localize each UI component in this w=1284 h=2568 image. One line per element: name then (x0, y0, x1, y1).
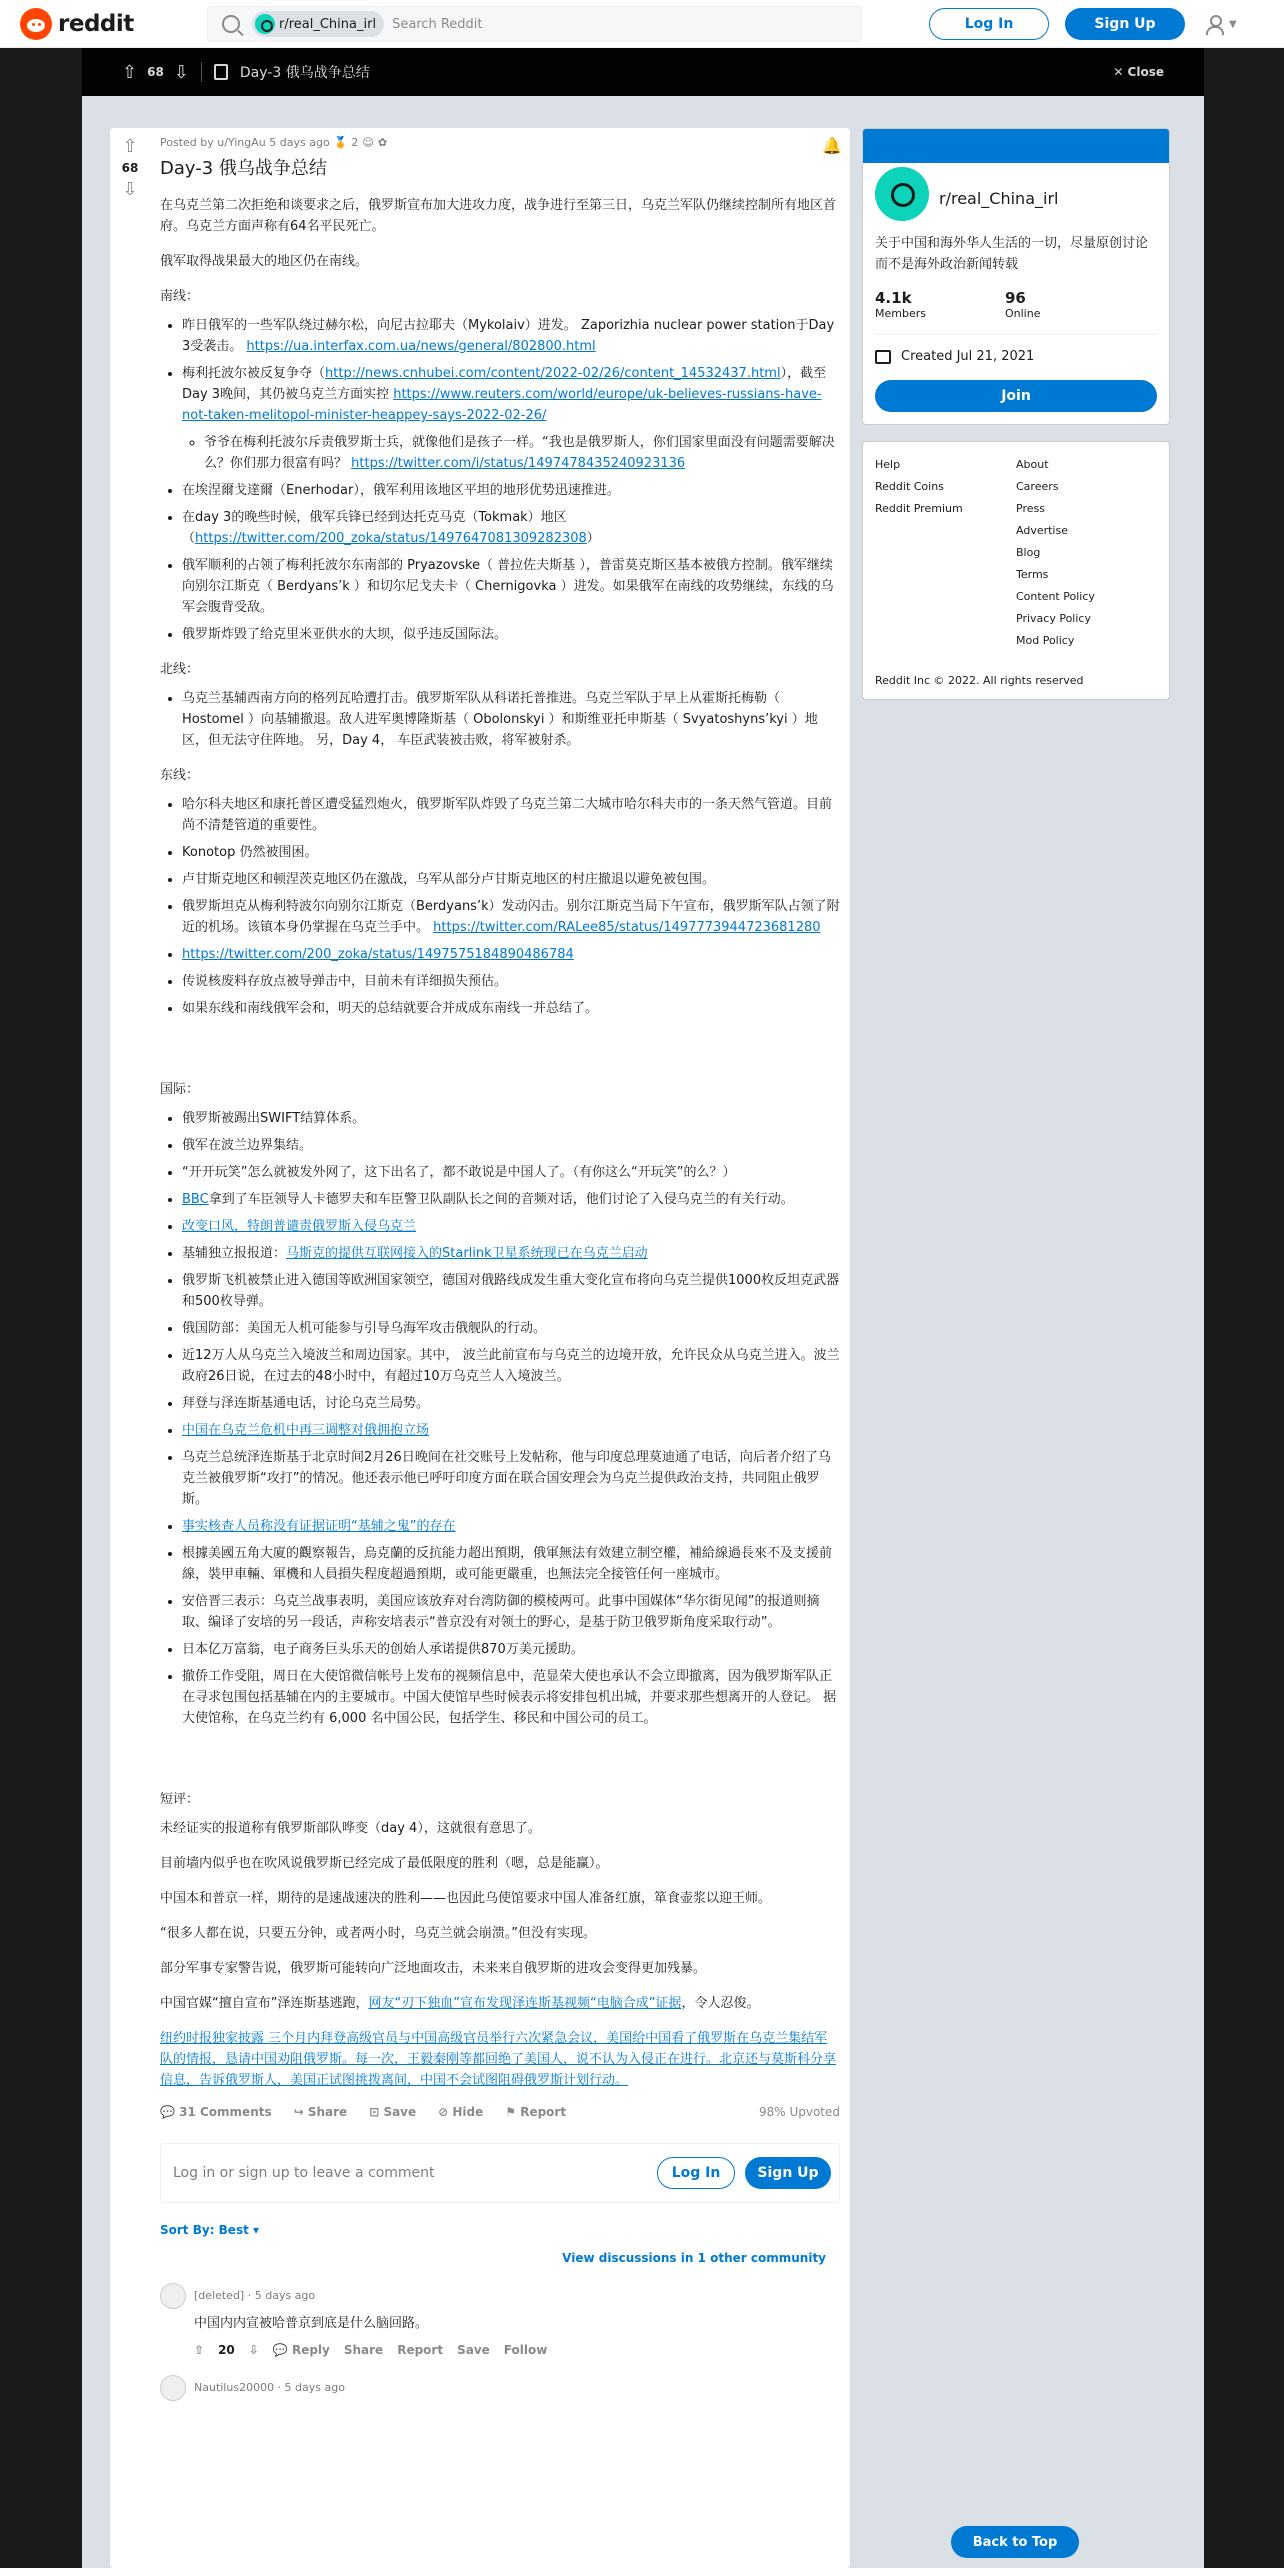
search-community-chip[interactable] (252, 11, 384, 37)
north-list (182, 688, 840, 751)
list-item: • BBC拿到了车臣领导人卡德罗夫和车臣警卫队副队长之间的音频对话，他们讨论了入侵乌克兰的有关行动。 (182, 1189, 840, 1210)
created-date: Created Jul 21, 2021 (875, 349, 1157, 364)
list-item: • 俄罗斯飞机被禁止进入德国等欧洲国家领空，德国对俄路线成发生重大变化宣布将向乌克兰提供1000枚反坦克武器和500枚导弹。 (182, 1270, 840, 1312)
downvote-arrow-icon[interactable]: ⇩ (248, 2343, 259, 2357)
snoo-icon (20, 8, 52, 40)
award3-icon: ✿ (377, 136, 388, 149)
south-heading: 南线： (160, 289, 200, 304)
view-discussions-link[interactable]: View discussions in 1 other community (562, 2251, 826, 2265)
search-input[interactable]: Search Reddit (392, 16, 483, 32)
hide-button[interactable]: ⊘ Hide (438, 2105, 484, 2119)
source-link[interactable]: http://news.cnhubei.com/content/2022-02/26/content_14532437.html (325, 366, 781, 381)
comments-button[interactable]: 💬 31 Comments (160, 2105, 272, 2119)
spacer (160, 1743, 840, 1789)
signup-button[interactable]: Sign Up (1065, 8, 1185, 40)
review-heading: 短评： (160, 1792, 200, 1807)
user-icon (1205, 14, 1225, 34)
list-item: • 安倍晋三表示：乌克兰战事表明，美国应该放弃对台湾防御的模棱两可。此事中国媒体“华尔街见闻”的报道则摘取、编译了安培的另一段话，声称安培表示“普京没有对领土的野心，是基于防卫俄罗斯角度采取行动”。 (182, 1591, 840, 1633)
list-item: • Konotop 仍然被围困。 (182, 842, 840, 863)
source-link[interactable]: https://twitter.com/200_zoka/status/1497575184890486784 (182, 947, 574, 962)
avatar (160, 2375, 186, 2401)
community-icon (255, 14, 275, 34)
report-button[interactable]: Report (397, 2343, 444, 2357)
search-icon (222, 15, 240, 33)
source-link[interactable]: 改变口风，特朗普谴责俄罗斯入侵乌克兰 (182, 1219, 417, 1234)
list-item: • 乌克兰总统泽连斯基于北京时间2月26日晚间在社交账号上发帖称，他与印度总理莫迪通了电话，向后者介绍了乌克兰被俄罗斯“攻打”的情况。他还表示他已呼吁印度方面在联合国安理会为乌克兰提供政治支持，共同阻止俄罗斯。 (182, 1447, 840, 1510)
save-button[interactable]: ⊡ Save (369, 2105, 417, 2119)
footer-link[interactable]: Mod Policy (1016, 634, 1075, 647)
list-item: • 乌克兰基辅西南方向的格列瓦哈遭打击。俄罗斯军队从科诺托普推进。乌克兰军队于早上从霍斯托梅勒（ Hostomel ）向基辅撤退。敌人进军奥博隆斯基（ Obolonskyi ）和斯维亚托申斯基（ Svyatoshyns’kyi ）地区，但无法守住阵地。 另，Day 4， 车臣武装被击败，将军被射杀。 (182, 688, 840, 751)
source-link[interactable]: 事实核查人员称没有证据证明“基辅之鬼”的存在 (182, 1519, 456, 1534)
list-item: • 拜登与泽连斯基通电话，讨论乌克兰局势。 (182, 1393, 840, 1414)
comment-author[interactable]: [deleted] (194, 2289, 245, 2302)
list-item: • 哈尔科夫地区和康托普区遭受猛烈炮火，俄罗斯军队炸毁了乌克兰第二大城市哈尔科夫市的一条天然气管道。目前尚不清楚管道的重要性。 (182, 794, 840, 836)
list-item: • 卢甘斯克地区和顿涅茨克地区仍在激战，乌军从部分卢甘斯克地区的村庄撤退以避免被包围。 (182, 869, 840, 890)
sort-dropdown[interactable]: Sort By: Best ▾ (160, 2223, 260, 2237)
logo-text: reddit (58, 10, 134, 37)
review-paragraph: 中国本和普京一样，期待的是速战速决的胜利——也因此乌使馆要求中国人准备红旗，箪食壶浆以迎王师。 (160, 1891, 772, 1906)
spacer (160, 1033, 840, 1079)
east-list (182, 794, 840, 1019)
bar-score: 68 (147, 65, 164, 79)
members-label: Members (875, 307, 926, 320)
list-item: • 基辅独立报报道：马斯克的提供互联网接入的Starlink卫星系统现已在乌克兰启动 (182, 1243, 840, 1264)
bell-icon[interactable]: 🔔 (822, 136, 842, 155)
list-item: • 在day 3的晚些时候，俄军兵锋已经到达托克马克（Tokmak）地区（https://twitter.com/200_zoka/status/1497647081309282308） (182, 507, 840, 549)
source-link[interactable]: 马斯克的提供互联网接入的Starlink卫星系统现已在乌克兰启动 (286, 1246, 648, 1261)
divider (875, 334, 1157, 335)
upvote-arrow-icon[interactable]: ⇧ (194, 2343, 205, 2357)
upvote-arrow-icon[interactable]: ⇧ (122, 61, 138, 83)
copyright: Reddit Inc © 2022. All rights reserved (875, 674, 1084, 687)
community-icon (875, 167, 929, 221)
source-link[interactable]: https://www.reuters.com/world/europe/uk-believes-russians-have-not-taken-melitopol-minister-heappey-says-2022-02-26/ (182, 387, 822, 423)
search-bar[interactable] (207, 6, 862, 42)
sub-list-item: ◦ 爷爷在梅利托波尔斥责俄罗斯士兵，就像他们是孩子一样。“我也是俄罗斯人，你们国家里面没有问题需要解决么？你们那力很富有吗？ https://twitter.com/i/status/1497478435240923136 (204, 432, 840, 474)
award2-icon: ☺ (362, 136, 374, 149)
footer-link[interactable]: Terms (1016, 568, 1049, 581)
post-overlay-bar (82, 48, 1204, 96)
award-icon: 🏅 (333, 136, 348, 149)
review-paragraph: 目前墙内似乎也在吹风说俄罗斯已经完成了最低限度的胜利（嗯，总是能赢）。 (160, 1856, 609, 1871)
source-link[interactable]: BBC (182, 1192, 209, 1207)
footer-link[interactable]: Reddit Coins (875, 480, 944, 493)
list-item (182, 1420, 840, 1441)
source-link[interactable]: https://ua.interfax.com.ua/news/general/802800.html (246, 339, 596, 354)
reddit-logo[interactable] (20, 8, 200, 40)
review-paragraph: 中国官媒“擅自宣布”泽连斯基逃跑，网友“刃下独血”宣布发现泽连斯基视频“电脑合成”证据，令人忍俊。 (160, 1996, 760, 2011)
list-item: • 昨日俄军的一些军队绕过赫尔松，向尼古拉耶夫（Mykolaiv）进发。 Zaporizhia nuclear power station于Day 3受袭击。 https://ua.interfax.com.ua/news/general/802800.html (182, 315, 840, 357)
source-link[interactable]: https://twitter.com/i/status/1497478435240923136 (351, 456, 686, 471)
comment-meta: [deleted] · 5 days ago (194, 2289, 316, 2302)
list-item: • 俄军在波兰边界集结。 (182, 1135, 840, 1156)
sidebar (862, 128, 1170, 700)
footer-link[interactable]: Careers (1016, 480, 1059, 493)
save-button[interactable]: Save (457, 2343, 490, 2357)
community-stats (875, 289, 1157, 320)
community-name[interactable]: r/real_China_irl (939, 188, 1059, 208)
comment-login-button[interactable]: Log In (657, 2157, 735, 2189)
online-label: Online (1005, 307, 1041, 320)
review-paragraph (160, 2028, 840, 2091)
follow-button[interactable]: Follow (503, 2343, 548, 2357)
login-prompt: Log in or sign up to leave a comment (173, 2165, 435, 2181)
source-link[interactable]: 纽约时报独家披露 三个月内拜登高级官员与中国高级官员举行六次紧急会议，美国给中国看了俄罗斯在乌克兰集结军队的情报，恳请中国劝阻俄罗斯。每一次，王毅秦刚等都回绝了美国人，说不认为入侵正在进行。北京还与莫斯科分享信息，告诉俄罗斯人，美国正试图挑拨离间，中国不会试图阻碍俄罗斯计划行动。 (160, 2031, 837, 2088)
footer-link[interactable]: Blog (1016, 546, 1041, 559)
posted-by[interactable]: Posted by u/YingAu 5 days ago (160, 136, 330, 149)
share-button[interactable]: ↪ Share (293, 2105, 348, 2119)
review-paragraph: “很多人都在说，只要五分钟，或者两小时，乌克兰就会崩溃。”但没有实现。 (160, 1926, 596, 1941)
footer-link[interactable]: Privacy Policy (1016, 612, 1091, 625)
overlay-right (1204, 48, 1284, 2568)
join-button[interactable]: Join (875, 380, 1157, 412)
list-item: • 俄罗斯坦克从梅利特波尔向别尔江斯克（Berdyans’k）发动闪击。别尔江斯克当局下午宣布，俄罗斯军队占领了附近的机场。该镇本身仍掌握在乌克兰手中。 https://twitter.com/RALee85/status/1497773944723681280 (182, 896, 840, 938)
list-item: • 近12万人从乌克兰入境波兰和周边国家。其中， 波兰此前宣布与乌克兰的边境开放，允许民众从乌克兰进入。波兰政府26日说，在过去的48小时中，有超过10万乌克兰人入境波兰。 (182, 1345, 840, 1387)
north-heading: 北线： (160, 662, 200, 677)
intl-list (182, 1108, 840, 1729)
user-menu[interactable] (1205, 12, 1245, 36)
cake-icon (875, 350, 891, 364)
list-item: • 日本亿万富翁，电子商务巨头乐天的创始人承诺提供870万美元援助。 (182, 1639, 840, 1660)
list-item (182, 944, 840, 965)
footer-col-1 (875, 454, 1016, 652)
top-navigation (0, 0, 1284, 48)
footer-link[interactable]: Reddit Premium (875, 502, 963, 515)
footer-col-2 (1016, 454, 1157, 652)
footer-link[interactable]: Help (875, 458, 901, 471)
divider (201, 62, 202, 82)
list-item: • 俄国防部：美国无人机可能参与引导乌海军攻击俄舰队的行动。 (182, 1318, 840, 1339)
bar-title: Day-3 俄乌战争总结 (239, 65, 370, 81)
footer-link[interactable]: Advertise (1016, 524, 1068, 537)
east-heading: 东线： (160, 768, 200, 783)
review-paragraph: 未经证实的报道称有俄罗斯部队哗变（day 4），这就很有意思了。 (160, 1821, 541, 1836)
intl-heading: 国际： (160, 1082, 200, 1097)
comment (160, 2283, 840, 2357)
close-button[interactable]: ✕ Close (1113, 65, 1164, 79)
source-link[interactable]: 网友“刃下独血”宣布发现泽连斯基视频“电脑合成”证据 (368, 1996, 682, 2011)
comment-meta: Nautilus20000 · 5 days ago (194, 2381, 345, 2394)
post-text-icon (214, 64, 228, 80)
post-score: 68 (121, 161, 139, 175)
list-item: • 俄军顺利的占领了梅利托波尔东南部的 Pryazovske（ 普拉佐夫斯基 ），普雷莫克斯区基本被俄方控制。俄军继续向别尔江斯克（ Berdyans’k ）和切尔尼戈夫卡（ Chernigovka ）进发。如果俄军在南线的攻势继续，东线的乌军会腹背受敌。 (182, 555, 840, 618)
source-link[interactable]: 中国在乌克兰危机中再三调整对俄拥抱立场 (182, 1423, 430, 1438)
share-button[interactable]: Share (343, 2343, 384, 2357)
upvote-arrow-icon[interactable]: ⇧ (122, 136, 138, 157)
post-card (110, 128, 850, 2568)
review-paragraph: 部分军事专家警告说，俄罗斯可能转向广泛地面攻击，未来来自俄罗斯的进攻会变得更加残暴。 (160, 1961, 707, 1976)
footer-card (862, 441, 1170, 700)
list-item: • 俄罗斯炸毁了给克里米亚供水的大坝，似乎违反国际法。 (182, 624, 840, 645)
list-item: • 撤侨工作受阻，周日在大使馆微信帐号上发布的视频信息中，范显荣大使也承认不会立即撤离，因为俄罗斯军队正在寻求包围包括基辅在内的主要城市。中国大使馆早些时候表示将安排包机出城，并要求那些想离开的人登记。 据大使馆称，在乌克兰约有 6,000 名中国公民，包括学生、移民和中国公司的员工。 (182, 1666, 840, 1729)
upvote-percentage: 98% Upvoted (758, 2105, 840, 2119)
list-item: • 俄罗斯被踢出SWIFT结算体系。 (182, 1108, 840, 1129)
downvote-arrow-icon[interactable]: ⇩ (122, 179, 138, 200)
members-count: 4.1k (875, 289, 912, 307)
footer-link[interactable]: Press (1016, 502, 1045, 515)
list-item: • 在埃涅爾戈達爾（Enerhodar），俄军利用该地区平坦的地形优势迅速推进。 (182, 480, 840, 501)
close-label: Close (1127, 65, 1164, 79)
post-body (160, 136, 840, 2394)
overlay-left (0, 48, 82, 2568)
intro2-paragraph: 俄军取得战果最大的地区仍在南线。 (160, 254, 369, 269)
sub-list (204, 432, 840, 474)
post-meta (160, 136, 840, 149)
award-count: 2 (351, 136, 359, 149)
chevron-down-icon: ▼ (1229, 18, 1237, 30)
list-item: • “开开玩笑”怎么就被发外网了，这下出名了，都不敢说是中国人了。（有你这么“开玩笑”的么？） (182, 1162, 840, 1183)
list-item (182, 1516, 840, 1537)
list-item: • 梅利托波尔被反复争夺（http://news.cnhubei.com/content/2022-02/26/content_14532437.html），截至Day 3晚间，其仍被乌克兰方面实控 https://www.reuters.com/world/europe/uk-believes-russians-have-not-taken-melitopol-minister-heappey-says-2022-02-26/ ◦ 爷爷在梅利托波尔斥责俄罗斯士兵，就像他们是孩子一样。“我也是俄罗斯人，你们国家里面没有问题需要解决么？你们那力很富有吗？ https://twitter.com/i/status/1497478435240923136 (182, 363, 840, 474)
south-list (182, 315, 840, 645)
reply-button[interactable]: 💬 Reply (272, 2343, 330, 2357)
post-actions (160, 2105, 840, 2119)
community-description: 关于中国和海外华人生活的一切，尽量原创讨论而不是海外政治新闻转载 (875, 236, 1149, 272)
comment-score: 20 (218, 2343, 235, 2357)
back-to-top-button[interactable]: Back to Top (951, 2526, 1079, 2558)
community-banner (863, 129, 1169, 163)
community-card (862, 128, 1170, 425)
list-item: • 如果东线和南线俄军会和，明天的总结就要合并成成东南线一并总结了。 (182, 998, 840, 1019)
source-link[interactable]: https://twitter.com/RALee85/status/1497773944723681280 (433, 920, 821, 935)
post-title: Day-3 俄乌战争总结 (160, 158, 327, 179)
avatar (160, 2283, 186, 2309)
vote-column (110, 128, 150, 200)
login-button[interactable]: Log In (929, 8, 1049, 40)
online-count: 96 (1005, 289, 1026, 307)
source-link[interactable]: https://twitter.com/200_zoka/status/1497647081309282308 (195, 531, 587, 546)
intro-paragraph: 在乌克兰第二次拒绝和谈要求之后，俄罗斯宣布加大进攻力度，战争进行至第三日，乌克兰军队仍继续控制所有地区首府。乌克兰方面声称有64名平民死亡。 (160, 198, 837, 234)
comment-author[interactable]: Nautilus20000 (194, 2381, 275, 2394)
footer-link[interactable]: Content Policy (1016, 590, 1095, 603)
footer-link[interactable]: About (1016, 458, 1049, 471)
search-chip-label: r/real_China_irl (279, 16, 377, 32)
comment (160, 2375, 840, 2394)
comment-signup-button[interactable]: Sign Up (745, 2157, 831, 2189)
downvote-arrow-icon[interactable]: ⇩ (173, 61, 189, 83)
comment-actions (194, 2343, 840, 2357)
comment-text: 中国内内宣被哈普京到底是什么脑回路。 (194, 2316, 429, 2331)
list-item: • 传说核废料存放点被导弹击中，目前未有详细损失预估。 (182, 971, 840, 992)
report-button[interactable]: ⚑ Report (505, 2105, 567, 2119)
list-item: • 根據美國五角大廈的觀察報告，烏克蘭的反抗能力超出預期，俄軍無法有效建立制空權，補給線過長來不及支援前線，裝甲車輛、軍機和人員損失程度超過預期，或可能更嚴重，也無法完全接管任何一座城市。 (182, 1543, 840, 1585)
comment-login-box (160, 2143, 840, 2203)
list-item (182, 1216, 840, 1237)
